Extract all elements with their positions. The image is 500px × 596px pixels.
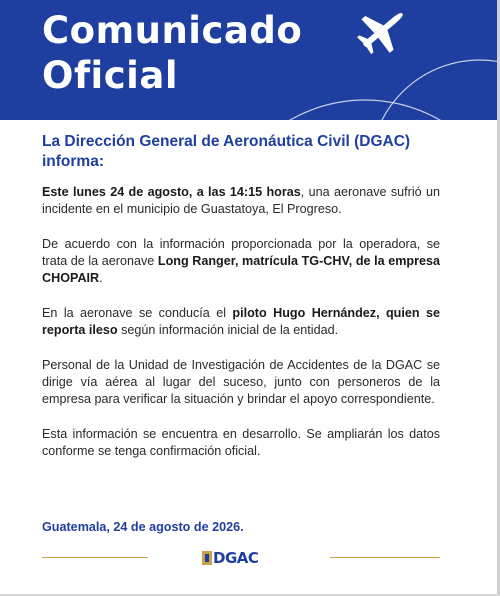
paragraph-2 [42,236,440,287]
footer-divider-left [42,557,148,558]
paragraph-1 [42,184,440,218]
header-banner [0,0,497,120]
p2-text-2: . [99,271,103,285]
footer-divider-right [330,557,440,558]
paragraph-4 [42,357,440,408]
p2-bold-1: Long Ranger, matrícula TG-CHV, de la empresa CHOPAIR [42,254,441,285]
paragraph-5 [42,426,440,460]
dgac-logo [202,549,258,567]
p4-text-1: Personal de la Unidad de Investigación de Accidentes de la DGAC se dirige vía aérea al lugar del suceso, junto con personeros de la empresa para verificar la situación y brindar el apoyo correspondiente. [42,358,440,406]
headline: La Dirección General de Aeronáutica Civil (DGAC) informa: [42,133,411,170]
title-line-2: Oficial [42,54,178,97]
logo-mark-icon [202,551,212,565]
logo-text: DGAC [213,549,259,567]
p3-bold-1: piloto Hugo Hernández, quien se reporta ileso [42,306,440,337]
paragraph-3 [42,305,440,339]
content-body [42,132,440,478]
title-line-1: Comunicado [42,9,303,52]
p3-text-2: según información inicial de la entidad. [117,323,339,337]
p1-text-1: , una aeronave sufrió un incidente en el municipio de Guastatoya, El Progreso. [42,185,440,216]
page-title [42,8,302,98]
date-line: Guatemala, 24 de agosto de 2026. [42,520,244,534]
p1-bold-1: Este lunes 24 de agosto, a las 14:15 horas [42,185,301,199]
airplane-icon [356,4,412,54]
p5-text-1: Esta información se encuentra en desarrollo. Se ampliarán los datos conforme se tenga confirmación oficial. [42,427,440,458]
p2-text-1: De acuerdo con la información proporcionada por la operadora, se trata de la aeronave [42,237,440,268]
p3-text-1: En la aeronave se conducía el [42,306,233,320]
